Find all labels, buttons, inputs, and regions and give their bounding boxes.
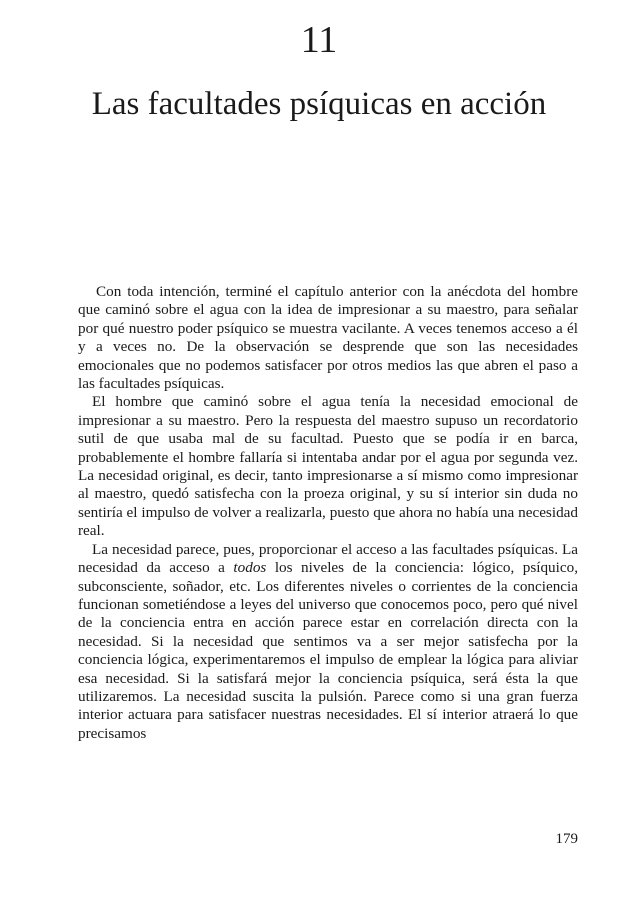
chapter-number: 11 (300, 19, 338, 61)
paragraph-2 (78, 393, 578, 540)
page-number: 179 (555, 831, 578, 847)
body-text (78, 283, 578, 743)
paragraph-3-emphasis: todos (233, 559, 267, 577)
paragraph-3-text-end: los niveles de la conciencia: lógico, psíquico, subconsciente, soñador, etc. Los diferentes niveles o corrientes de la conciencia funcionan sometiéndose a leyes del universo que conocemos poco, pero qué nivel de la conciencia entra en acción parece estar en correlación directa con la necesidad. Si la necesidad que sentimos va a ser mejor satisfecha por la conciencia lógica, experimentaremos el impulso de emplear la lógica para aliviar esa necesidad. Si la satisfará mejor la conciencia psíquica, será ésta la que utilizaremos. La necesidad suscita la pulsión. Parece como si una gran fuerza interior actuara para satisfacer nuestras necesidades. El sí interior atraerá lo que precisamos (78, 559, 579, 742)
paragraph-3 (78, 541, 578, 743)
paragraph-1 (78, 283, 578, 393)
paragraph-1-text: Con toda intención, terminé el capítulo anterior con la anécdota del hombre que caminó sobre el agua con la idea de impresionar a su maestro, para señalar por qué nuestro poder psíquico se muestra vacilante. A veces tenemos acceso a él y a veces no. De la observación se desprende que son las necesidades emocionales que no podemos satisfacer por otros medios las que abren el paso a las facultades psíquicas. (78, 283, 578, 393)
paragraph-2-text: El hombre que caminó sobre el agua tenía la necesidad emocional de impresionar a su maestro. Pero la respuesta del maestro supuso un recordatorio sutil de que usaba mal de su facultad. Puesto que se podía ir en barca, probablemente el hombre fallaría si intentaba andar por el agua por segunda vez. La necesidad original, es decir, tanto impresionarse a sí mismo como impresionar al maestro, quedó satisfecha con la proeza original, y su sí interior sin duda no sentiría el impulso de volver a realizarla, puesto que ahora no había una necesidad real. (78, 393, 578, 540)
paragraph-3-text-start: La necesidad parece, pues, proporcionar el acceso a las facultades psíquicas. La necesidad da acceso a (78, 540, 578, 577)
chapter-title: Las facultades psíquicas en acción (91, 86, 547, 122)
